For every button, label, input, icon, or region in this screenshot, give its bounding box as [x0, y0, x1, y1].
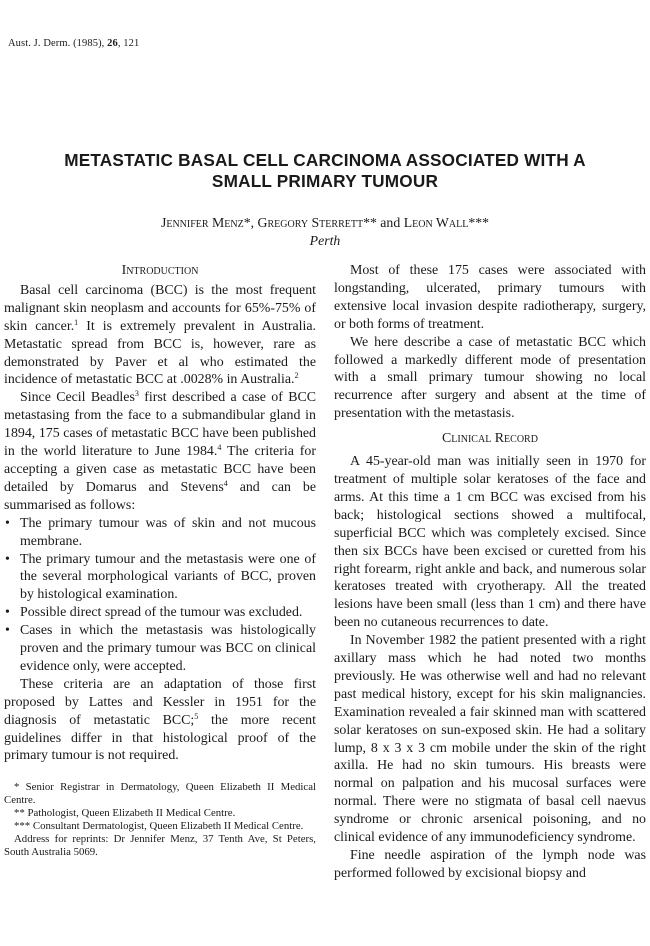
intro-p2-text-d: and can be summarised as follows: — [4, 479, 316, 513]
intro-p3-text-a: These criteria are an adaptation of those first proposed by Lattes and Kessler in 1951 for the diagnosis of metastatic BCC; — [4, 676, 316, 728]
intro-paragraph-2 — [4, 389, 316, 514]
author-wall-mark: *** — [468, 215, 490, 230]
clinical-paragraph-3: Fine needle aspiration of the lymph node was performed followed by excisional biopsy and — [334, 848, 646, 881]
right-paragraph-1: Most of these 175 cases were associated with longstanding, ulcerated, primary tumours with extensive local invasion despite radiotherapy, surgery, or both forms of treatment. — [334, 263, 646, 332]
footnote-reprints-address: Address for reprints: Dr Jennifer Menz, 37 Tenth Ave, St Peters, South Australia 5069. — [4, 833, 316, 859]
article-title-line-2: SMALL PRIMARY TUMOUR — [211, 171, 439, 191]
article-title — [0, 150, 650, 192]
author-sterrett-mark: ** — [363, 215, 377, 230]
author-location: Perth — [309, 233, 341, 248]
intro-p3-text-b: the more recent guidelines differ in that histological proof of the primary tumour is not required. — [4, 712, 316, 764]
reference-mark: 2 — [294, 371, 299, 381]
criteria-list — [4, 515, 316, 676]
reference-mark: 3 — [134, 389, 139, 399]
footnotes — [4, 781, 316, 859]
article-title-line-1: METASTATIC BASAL CELL CARCINOMA ASSOCIATED WITH A — [64, 150, 586, 170]
author-separator: and — [376, 215, 404, 230]
author-block — [0, 214, 650, 250]
author-line — [0, 214, 650, 232]
criteria-item: • Possible direct spread of the tumour was excluded. — [4, 604, 316, 622]
author-separator: , — [250, 215, 258, 230]
criteria-item: • The primary tumour was of skin and not mucous membrane. — [4, 515, 316, 551]
intro-p1-text-a: Basal cell carcinoma (BCC) is the most frequent malignant skin neoplasm and accounts for 65%-75% of skin cancer. — [4, 282, 316, 334]
journal-citation — [8, 38, 139, 49]
intro-p2-text-a: Since Cecil Beadles — [20, 390, 135, 406]
reference-mark: 4 — [217, 443, 222, 453]
footnote-consultant: *** Consultant Dermatologist, Queen Elizabeth II Medical Centre. — [14, 820, 304, 833]
reference-mark: 1 — [74, 317, 79, 327]
intro-paragraph-1 — [4, 282, 316, 389]
journal-page: , 121 — [117, 38, 140, 49]
author-wall: Leon Wall — [403, 215, 469, 230]
journal-citation-prefix: Aust. J. Derm. (1985), — [8, 38, 108, 49]
right-paragraph-2: We here describe a case of metastatic BCC which followed a markedly different mode of presentation with a small primary tumour showing no local recurrence after surgery and absent at the time of presentation with the metastasis. — [334, 334, 646, 422]
criteria-item: • Cases in which the metastasis was histologically proven and the primary tumour was BCC on clinical evidence only, were accepted. — [4, 622, 316, 676]
intro-p1-text-b: It is extremely prevalent in Australia. Metastatic spread from BCC is, however, rare as demonstrated by Paver et al who estimated the incidence of metastatic BCC at .0028% in Australia. — [4, 318, 316, 388]
footnote-pathologist: ** Pathologist, Queen Elizabeth II Medical Centre. — [14, 807, 236, 820]
reference-mark: 5 — [194, 711, 199, 721]
footnote-senior-registrar: * Senior Registrar in Dermatology, Queen Elizabeth II Medical Centre. — [4, 781, 316, 807]
clinical-paragraph-2: In November 1982 the patient presented with a right axillary mass which he had noted two months previously. He was otherwise well and had no relevant past medical history, except for his skin malignancies. Examination revealed a fair skinned man with scattered solar keratoses on sun-exposed skin. He had a solitary lump, 8 x 3 x 3 cm mobile under the skin of the right axilla. He had no skin tumours. His breasts were normal on palpation and his mucosal surfaces were normal. There were no stigmata of basal cell naevus syndrome or chronic arsenical poisoning, and no clinical evidence of any immunodeficiency syndrome. — [334, 633, 646, 846]
journal-volume: 26 — [107, 38, 118, 49]
intro-p2-text-b: first described a case of BCC metastasing from the face to a submandibular gland in 1894, 175 cases of metastatic BCC have been published in the world literature to June 1984. — [4, 390, 316, 460]
intro-paragraph-3 — [4, 676, 316, 766]
author-menz-mark: * — [243, 215, 251, 230]
criteria-item: • The primary tumour and the metastasis were one of the several morphological variants of BCC, proven by histological examination. — [4, 551, 316, 605]
clinical-record-heading: Clinical Record — [442, 431, 538, 447]
author-sterrett: Gregory Sterrett — [257, 215, 364, 230]
left-column — [4, 262, 316, 859]
right-column — [334, 262, 646, 883]
author-menz: Jennifer Menz — [160, 215, 244, 230]
clinical-paragraph-1: A 45-year-old man was initially seen in 1970 for treatment of multiple solar keratoses of the face and arms. At this time a 1 cm BCC was excised from his back; histological sections showed a multifocal, superficial BCC which was completely excised. Since then six BCCs have been excised or curetted from his right forearm, right ankle and back, and numerous solar keratoses treated with cryotherapy. All the treated lesions have been small (less than 1 cm) and there have been no cutaneous recurrences to date. — [334, 454, 646, 631]
introduction-heading: Introduction — [121, 263, 199, 278]
intro-p2-text-c: The criteria for accepting a given case as metastatic BCC have been detailed by Domarus and Stevens — [4, 444, 316, 495]
reference-mark: 4 — [223, 478, 228, 488]
